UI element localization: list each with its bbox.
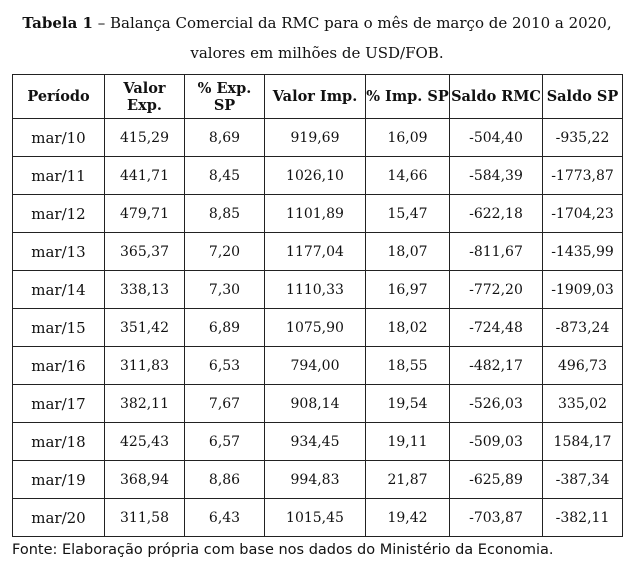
table-cell: 415,29 xyxy=(105,119,185,157)
table-cell: 934,45 xyxy=(265,423,366,461)
period-cell: mar/18 xyxy=(13,423,105,461)
table-cell: 8,85 xyxy=(185,195,265,233)
table-cell: 908,14 xyxy=(265,385,366,423)
table-caption xyxy=(0,8,634,68)
table-cell: 382,11 xyxy=(105,385,185,423)
table-cell: 16,97 xyxy=(366,271,450,309)
table-cell: 18,07 xyxy=(366,233,450,271)
table-cell: 496,73 xyxy=(543,347,623,385)
caption-line-2: valores em milhões de USD/FOB. xyxy=(190,44,444,62)
table-cell: -1704,23 xyxy=(543,195,623,233)
table-cell: 18,02 xyxy=(366,309,450,347)
table-row xyxy=(13,461,623,499)
period-cell: mar/16 xyxy=(13,347,105,385)
caption-label: Tabela 1 xyxy=(22,14,93,32)
trade-balance-table xyxy=(12,74,623,537)
table-cell: -387,34 xyxy=(543,461,623,499)
table-cell: -1909,03 xyxy=(543,271,623,309)
header-cell: % Exp. SP xyxy=(185,75,265,119)
table-row xyxy=(13,347,623,385)
table-cell: 1026,10 xyxy=(265,157,366,195)
table-cell: 18,55 xyxy=(366,347,450,385)
table-cell: -724,48 xyxy=(450,309,543,347)
period-cell: mar/14 xyxy=(13,271,105,309)
table-cell: -873,24 xyxy=(543,309,623,347)
table-cell: 1101,89 xyxy=(265,195,366,233)
header-cell: Saldo SP xyxy=(543,75,623,119)
table-cell: 368,94 xyxy=(105,461,185,499)
table-cell: 1110,33 xyxy=(265,271,366,309)
table-cell: 15,47 xyxy=(366,195,450,233)
table-cell: 441,71 xyxy=(105,157,185,195)
table-cell: -622,18 xyxy=(450,195,543,233)
table-cell: 335,02 xyxy=(543,385,623,423)
table-cell: 919,69 xyxy=(265,119,366,157)
table-cell: -382,11 xyxy=(543,499,623,537)
header-cell: Valor Exp. xyxy=(105,75,185,119)
table-cell: 794,00 xyxy=(265,347,366,385)
table-cell: 8,86 xyxy=(185,461,265,499)
table-cell: 19,11 xyxy=(366,423,450,461)
table-row xyxy=(13,499,623,537)
table-cell: 479,71 xyxy=(105,195,185,233)
table-row xyxy=(13,233,623,271)
table-cell: 425,43 xyxy=(105,423,185,461)
table-cell: 365,37 xyxy=(105,233,185,271)
table-cell: 1177,04 xyxy=(265,233,366,271)
table-row xyxy=(13,157,623,195)
period-cell: mar/17 xyxy=(13,385,105,423)
table-row xyxy=(13,423,623,461)
table-cell: 6,53 xyxy=(185,347,265,385)
table-cell: 6,89 xyxy=(185,309,265,347)
header-cell: Saldo RMC xyxy=(450,75,543,119)
source-note: Fonte: Elaboração própria com base nos dados do Ministério da Economia. xyxy=(12,542,554,558)
table-cell: 7,20 xyxy=(185,233,265,271)
table-cell: 19,42 xyxy=(366,499,450,537)
table-cell: -703,87 xyxy=(450,499,543,537)
table-row xyxy=(13,271,623,309)
table-cell: 7,30 xyxy=(185,271,265,309)
table-cell: 7,67 xyxy=(185,385,265,423)
table-row xyxy=(13,309,623,347)
header-cell: Período xyxy=(13,75,105,119)
table-cell: -811,67 xyxy=(450,233,543,271)
table-row xyxy=(13,119,623,157)
caption-title: – Balança Comercial da RMC para o mês de março de 2010 a 2020, xyxy=(92,14,612,32)
table-cell: -1435,99 xyxy=(543,233,623,271)
header-cell: Valor Imp. xyxy=(265,75,366,119)
table-cell: 1075,90 xyxy=(265,309,366,347)
table-cell: 16,09 xyxy=(366,119,450,157)
table-cell: 311,58 xyxy=(105,499,185,537)
table-cell: 8,69 xyxy=(185,119,265,157)
table-cell: 21,87 xyxy=(366,461,450,499)
period-cell: mar/12 xyxy=(13,195,105,233)
table-cell: 351,42 xyxy=(105,309,185,347)
table-row xyxy=(13,385,623,423)
table-cell: -509,03 xyxy=(450,423,543,461)
table-cell: 19,54 xyxy=(366,385,450,423)
table-cell: 994,83 xyxy=(265,461,366,499)
caption-line-1 xyxy=(0,8,634,38)
table-cell: -482,17 xyxy=(450,347,543,385)
header-cell: % Imp. SP xyxy=(366,75,450,119)
table-cell: 8,45 xyxy=(185,157,265,195)
table-cell: -935,22 xyxy=(543,119,623,157)
table-cell: -772,20 xyxy=(450,271,543,309)
period-cell: mar/20 xyxy=(13,499,105,537)
table-cell: 6,57 xyxy=(185,423,265,461)
table-cell: 311,83 xyxy=(105,347,185,385)
table-cell: 14,66 xyxy=(366,157,450,195)
table-cell: -526,03 xyxy=(450,385,543,423)
table-cell: -504,40 xyxy=(450,119,543,157)
table-row xyxy=(13,195,623,233)
table-cell: 338,13 xyxy=(105,271,185,309)
period-cell: mar/13 xyxy=(13,233,105,271)
table-cell: 6,43 xyxy=(185,499,265,537)
table-cell: -625,89 xyxy=(450,461,543,499)
period-cell: mar/15 xyxy=(13,309,105,347)
period-cell: mar/11 xyxy=(13,157,105,195)
table-cell: 1584,17 xyxy=(543,423,623,461)
header-row xyxy=(13,75,623,119)
table-cell: -1773,87 xyxy=(543,157,623,195)
table-cell: -584,39 xyxy=(450,157,543,195)
period-cell: mar/10 xyxy=(13,119,105,157)
period-cell: mar/19 xyxy=(13,461,105,499)
table-cell: 1015,45 xyxy=(265,499,366,537)
